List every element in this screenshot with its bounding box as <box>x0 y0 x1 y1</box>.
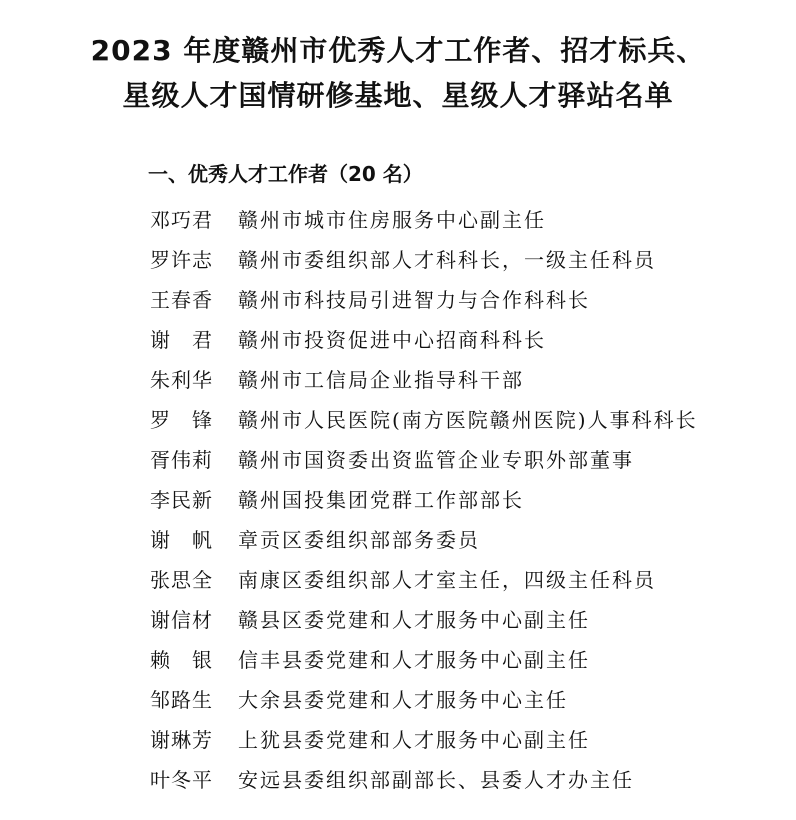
list-item <box>150 600 770 640</box>
person-name: 叶冬平 <box>150 768 213 792</box>
name-list <box>150 200 770 800</box>
list-item <box>150 360 770 400</box>
person-role: 赣州市委组织部人才科科长，一级主任科员 <box>238 248 656 272</box>
person-role: 赣州市人民医院(南方医院赣州医院)人事科科长 <box>238 408 698 432</box>
list-item <box>150 720 770 760</box>
list-item <box>150 200 770 240</box>
person-name: 李民新 <box>150 488 213 512</box>
person-role: 赣州市国资委出资监管企业专职外部董事 <box>238 448 634 472</box>
person-role: 安远县委组织部副部长、县委人才办主任 <box>238 768 634 792</box>
list-item <box>150 640 770 680</box>
person-name: 胥伟莉 <box>150 448 213 472</box>
person-role: 赣州市工信局企业指导科干部 <box>238 368 524 392</box>
person-name: 谢 君 <box>150 328 213 352</box>
person-name: 邓巧君 <box>150 208 213 232</box>
person-name: 谢琳芳 <box>150 728 213 752</box>
person-role: 章贡区委组织部部务委员 <box>238 528 480 552</box>
person-name: 邹路生 <box>150 688 213 712</box>
list-item <box>150 440 770 480</box>
person-name: 王春香 <box>150 288 213 312</box>
person-name: 罗许志 <box>150 248 213 272</box>
person-role: 大余县委党建和人才服务中心主任 <box>238 688 568 712</box>
document-title-line-2: 星级人才国情研修基地、星级人才驿站名单 <box>122 79 674 112</box>
person-role: 赣州国投集团党群工作部部长 <box>238 488 524 512</box>
list-item <box>150 280 770 320</box>
person-name: 谢信材 <box>150 608 213 632</box>
person-name: 张思全 <box>150 568 213 592</box>
document-title-line-1: 2023 年度赣州市优秀人才工作者、招才标兵、 <box>90 34 706 67</box>
person-role: 南康区委组织部人才室主任，四级主任科员 <box>238 568 656 592</box>
person-role: 赣县区委党建和人才服务中心副主任 <box>238 608 590 632</box>
person-role: 赣州市投资促进中心招商科科长 <box>238 328 546 352</box>
list-item <box>150 480 770 520</box>
person-role: 上犹县委党建和人才服务中心副主任 <box>238 728 590 752</box>
person-role: 赣州市科技局引进智力与合作科科长 <box>238 288 590 312</box>
list-item <box>150 320 770 360</box>
list-item <box>150 560 770 600</box>
list-item <box>150 680 770 720</box>
person-role: 信丰县委党建和人才服务中心副主任 <box>238 648 590 672</box>
section-heading: 一、优秀人才工作者（20 名） <box>148 162 423 186</box>
person-name: 朱利华 <box>150 368 213 392</box>
list-item <box>150 240 770 280</box>
person-role: 赣州市城市住房服务中心副主任 <box>238 208 546 232</box>
list-item <box>150 520 770 560</box>
list-item <box>150 760 770 800</box>
person-name: 谢 帆 <box>150 528 213 552</box>
list-item <box>150 400 770 440</box>
person-name: 赖 银 <box>150 648 213 672</box>
person-name: 罗 锋 <box>150 408 213 432</box>
